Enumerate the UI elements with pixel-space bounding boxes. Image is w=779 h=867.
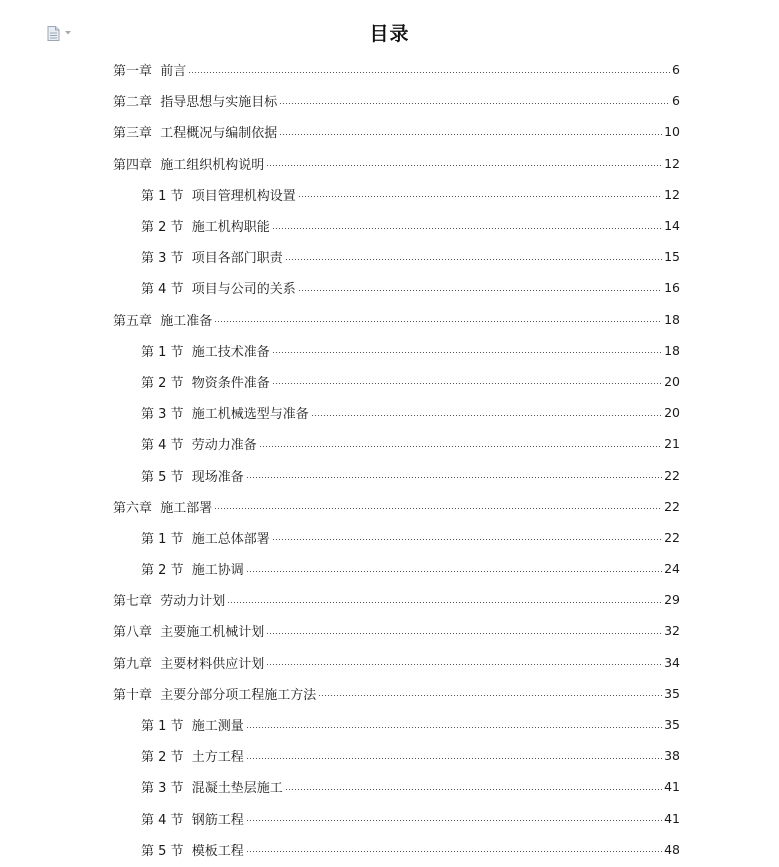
toc-chapter-entry[interactable] (0, 85, 779, 116)
toc-page-number: 6 (672, 93, 680, 109)
toc-page-number: 24 (664, 561, 680, 577)
toc-section-entry[interactable] (0, 709, 779, 740)
toc-page-number: 29 (664, 592, 680, 608)
toc-section-entry[interactable] (0, 771, 779, 802)
toc-page-number: 20 (664, 405, 680, 421)
toc-section-entry[interactable] (0, 397, 779, 428)
toc-list (0, 54, 779, 865)
toc-entry-text: 第七章 劳动力计划 (113, 594, 226, 610)
toc-entry-text: 第一章 前言 (113, 64, 187, 80)
toc-chapter-entry[interactable] (0, 584, 779, 615)
toc-dot-leader (266, 633, 662, 634)
toc-entry-text: 第 1 节 施工技术准备 (141, 344, 270, 360)
toc-dot-leader (246, 571, 662, 572)
toc-page-number: 35 (664, 717, 680, 733)
toc-page-number: 14 (664, 218, 680, 234)
toc-entry-text: 第 2 节 土方工程 (141, 750, 244, 766)
toc-dot-leader (246, 758, 662, 759)
toc-page-number: 38 (664, 748, 680, 764)
toc-dot-leader (266, 664, 662, 665)
toc-dot-leader (285, 789, 662, 790)
toc-dot-leader (272, 352, 662, 353)
toc-dot-leader (285, 259, 662, 260)
toc-entry-text: 第二章 指导思想与实施目标 (113, 95, 278, 111)
toc-section-entry[interactable] (0, 803, 779, 834)
toc-page-number: 41 (664, 810, 680, 826)
toc-chapter-entry[interactable] (0, 54, 779, 85)
toc-entry-text: 第 3 节 混凝土垫层施工 (141, 781, 283, 797)
toc-chapter-entry[interactable] (0, 647, 779, 678)
toc-entry-text: 第 3 节 施工机械选型与准备 (141, 407, 309, 423)
toc-section-entry[interactable] (0, 740, 779, 771)
toc-page-number: 18 (664, 311, 680, 327)
toc-entry-text: 第 2 节 施工协调 (141, 563, 244, 579)
toc-entry-text: 第 1 节 施工总体部署 (141, 531, 270, 547)
toc-entry-text: 第 5 节 现场准备 (141, 469, 244, 485)
toc-dot-leader (188, 72, 670, 73)
toc-dot-leader (246, 851, 662, 852)
toc-dot-leader (318, 695, 662, 696)
toc-entry-text: 第 1 节 施工测量 (141, 719, 244, 735)
toc-page-number: 6 (672, 62, 680, 78)
toc-section-entry[interactable] (0, 522, 779, 553)
toc-entry-text: 第 4 节 钢筋工程 (141, 812, 244, 828)
toc-section-entry[interactable] (0, 272, 779, 303)
toc-page-number: 35 (664, 685, 680, 701)
toc-dot-leader (311, 415, 662, 416)
toc-dot-leader (272, 383, 662, 384)
toc-entry-text: 第 3 节 项目各部门职责 (141, 251, 283, 267)
toc-entry-text: 第 1 节 项目管理机构设置 (141, 188, 296, 204)
toc-entry-text: 第八章 主要施工机械计划 (113, 625, 265, 641)
toc-chapter-entry[interactable] (0, 116, 779, 147)
toc-dot-leader (298, 290, 662, 291)
toc-section-entry[interactable] (0, 241, 779, 272)
toc-chapter-entry[interactable] (0, 304, 779, 335)
toc-section-entry[interactable] (0, 210, 779, 241)
toc-dot-leader (246, 820, 662, 821)
toc-page-number: 22 (664, 467, 680, 483)
toc-page-number: 10 (664, 124, 680, 140)
toc-page-number: 15 (664, 249, 680, 265)
toc-dot-leader (246, 727, 662, 728)
toc-dot-leader (298, 196, 662, 197)
toc-dot-leader (214, 321, 662, 322)
toc-page-number: 22 (664, 498, 680, 514)
toc-entry-text: 第十章 主要分部分项工程施工方法 (113, 687, 317, 703)
toc-dot-leader (246, 477, 662, 478)
toc-section-entry[interactable] (0, 335, 779, 366)
toc-page-number: 32 (664, 623, 680, 639)
toc-entry-text: 第六章 施工部署 (113, 500, 213, 516)
toc-page-number: 12 (664, 155, 680, 171)
toc-entry-text: 第三章 工程概况与编制依据 (113, 126, 278, 142)
toc-chapter-entry[interactable] (0, 678, 779, 709)
toc-page-number: 22 (664, 529, 680, 545)
toc-dot-leader (227, 602, 662, 603)
toc-page-number: 48 (664, 841, 680, 857)
toc-chapter-entry[interactable] (0, 148, 779, 179)
toc-dot-leader (214, 508, 662, 509)
toc-chapter-entry[interactable] (0, 491, 779, 522)
toc-entry-text: 第五章 施工准备 (113, 313, 213, 329)
toc-entry-text: 第 4 节 项目与公司的关系 (141, 282, 296, 298)
toc-dot-leader (272, 539, 662, 540)
toc-entry-text: 第九章 主要材料供应计划 (113, 656, 265, 672)
toc-page-number: 12 (664, 186, 680, 202)
toc-dot-leader (259, 446, 662, 447)
toc-section-entry[interactable] (0, 428, 779, 459)
toc-page-number: 18 (664, 342, 680, 358)
toc-entry-text: 第 5 节 模板工程 (141, 843, 244, 859)
toc-section-entry[interactable] (0, 179, 779, 210)
toc-section-entry[interactable] (0, 459, 779, 490)
toc-entry-text: 第 2 节 物资条件准备 (141, 375, 270, 391)
toc-dot-leader (272, 228, 662, 229)
toc-page-number: 20 (664, 373, 680, 389)
page-title: 目录 (369, 23, 410, 45)
toc-entry-text: 第四章 施工组织机构说明 (113, 157, 265, 173)
toc-section-entry[interactable] (0, 366, 779, 397)
toc-chapter-entry[interactable] (0, 615, 779, 646)
toc-page-number: 41 (664, 779, 680, 795)
toc-section-entry[interactable] (0, 553, 779, 584)
toc-dot-leader (279, 103, 670, 104)
toc-dot-leader (279, 134, 662, 135)
toc-page-number: 34 (664, 654, 680, 670)
toc-dot-leader (266, 165, 662, 166)
toc-entry-text: 第 4 节 劳动力准备 (141, 438, 257, 454)
toc-page-number: 16 (664, 280, 680, 296)
toc-page-number: 21 (664, 436, 680, 452)
toc-entry-text: 第 2 节 施工机构职能 (141, 220, 270, 236)
toc-section-entry[interactable] (0, 834, 779, 865)
